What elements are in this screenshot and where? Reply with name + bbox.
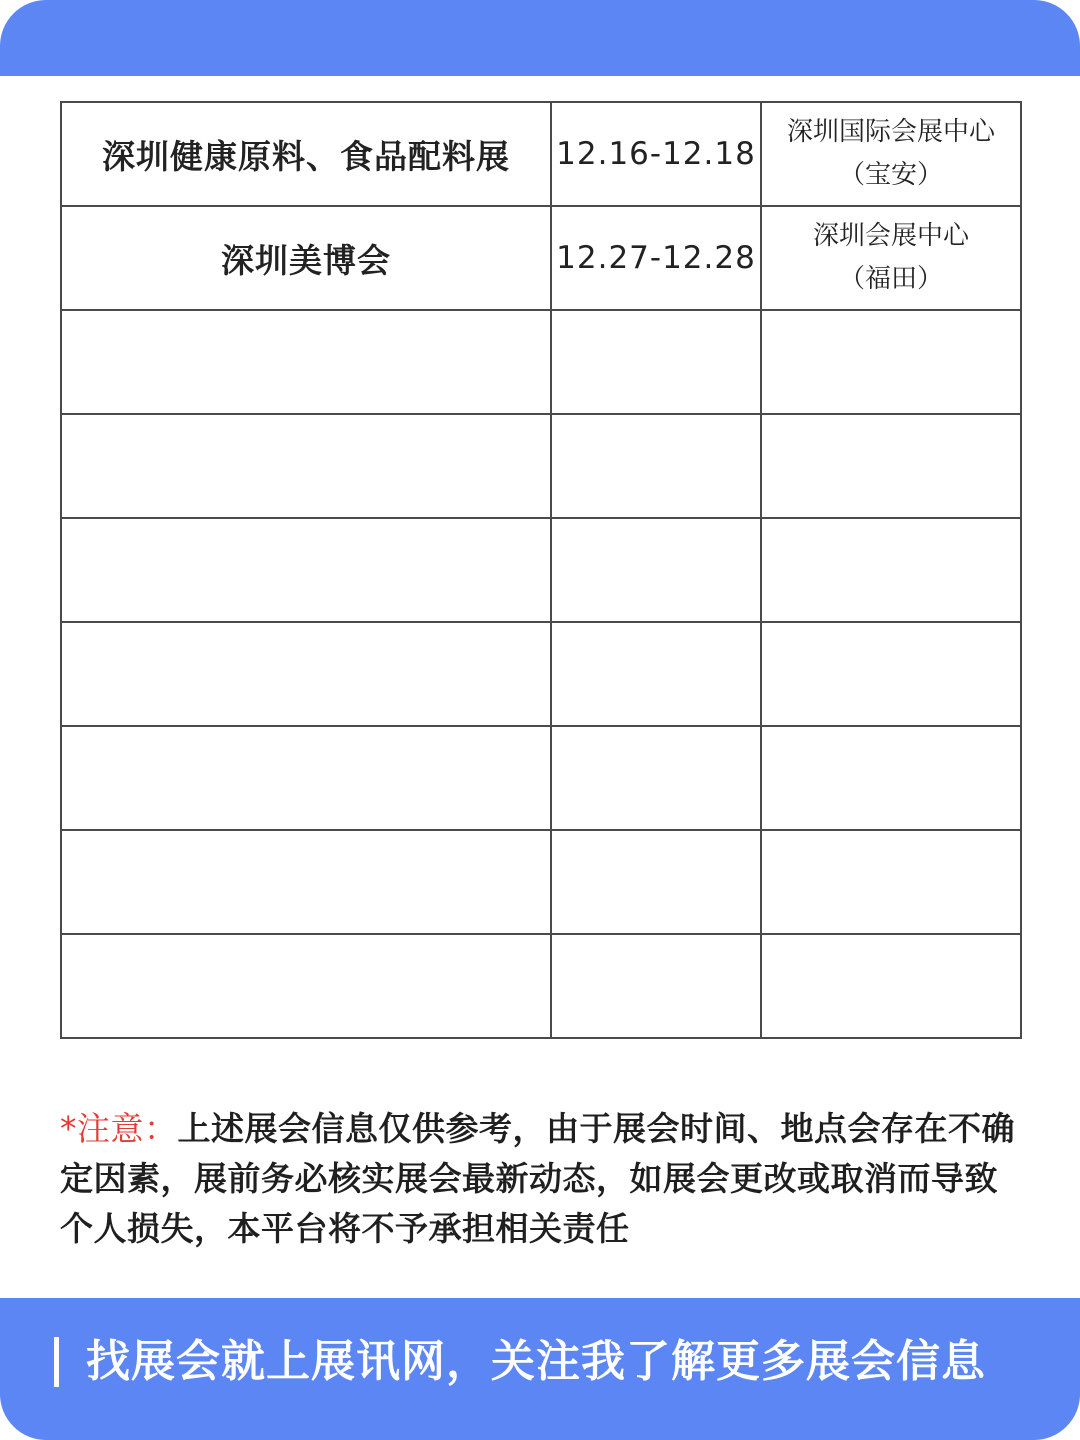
- empty-cell: [551, 622, 761, 726]
- empty-cell: [551, 518, 761, 622]
- notice-label: *注意：: [60, 1109, 178, 1148]
- empty-cell: [61, 518, 551, 622]
- table-row: [61, 102, 1021, 206]
- venue-name: 深圳国际会展中心: [786, 117, 995, 147]
- empty-table-row: [61, 310, 1021, 414]
- empty-cell: [61, 934, 551, 1038]
- exhibition-table: [60, 101, 1022, 1039]
- empty-cell: [551, 830, 761, 934]
- empty-cell: [761, 934, 1021, 1038]
- empty-table-row: [61, 414, 1021, 518]
- footer-slogan: 找展会就上展讯网，关注我了解更多展会信息: [86, 1336, 986, 1387]
- empty-cell: [61, 310, 551, 414]
- empty-cell: [61, 830, 551, 934]
- empty-table-row: [61, 622, 1021, 726]
- exhibition-name: 深圳健康原料、食品配料展: [61, 102, 551, 206]
- exhibition-venue: [761, 206, 1021, 310]
- venue-district: （宝安）: [838, 160, 943, 190]
- empty-cell: [551, 310, 761, 414]
- empty-cell: [761, 726, 1021, 830]
- exhibition-venue: [761, 102, 1021, 206]
- table-row: [61, 206, 1021, 310]
- empty-cell: [551, 726, 761, 830]
- notice-text: 上述展会信息仅供参考，由于展会时间、地点会存在不确定因素，展前务必核实展会最新动态，如展会更改或取消而导致个人损失，本平台将不予承担相关责任: [60, 1109, 1015, 1248]
- footer-divider: [54, 1337, 59, 1387]
- empty-cell: [761, 518, 1021, 622]
- empty-cell: [551, 414, 761, 518]
- empty-table-row: [61, 518, 1021, 622]
- exhibition-date: 12.27-12.28: [551, 206, 761, 310]
- venue-name: 深圳会展中心: [812, 221, 969, 251]
- empty-table-row: [61, 934, 1021, 1038]
- empty-cell: [61, 726, 551, 830]
- exhibition-name: 深圳美博会: [61, 206, 551, 310]
- empty-cell: [61, 622, 551, 726]
- empty-cell: [761, 622, 1021, 726]
- empty-table-row: [61, 830, 1021, 934]
- disclaimer-notice: [60, 1104, 1025, 1254]
- empty-table-row: [61, 726, 1021, 830]
- empty-cell: [761, 310, 1021, 414]
- footer-banner: [0, 1298, 1080, 1440]
- exhibition-date: 12.16-12.18: [551, 102, 761, 206]
- empty-cell: [761, 830, 1021, 934]
- top-banner: [0, 0, 1080, 76]
- venue-district: （福田）: [838, 264, 943, 294]
- empty-cell: [61, 414, 551, 518]
- empty-cell: [551, 934, 761, 1038]
- empty-cell: [761, 414, 1021, 518]
